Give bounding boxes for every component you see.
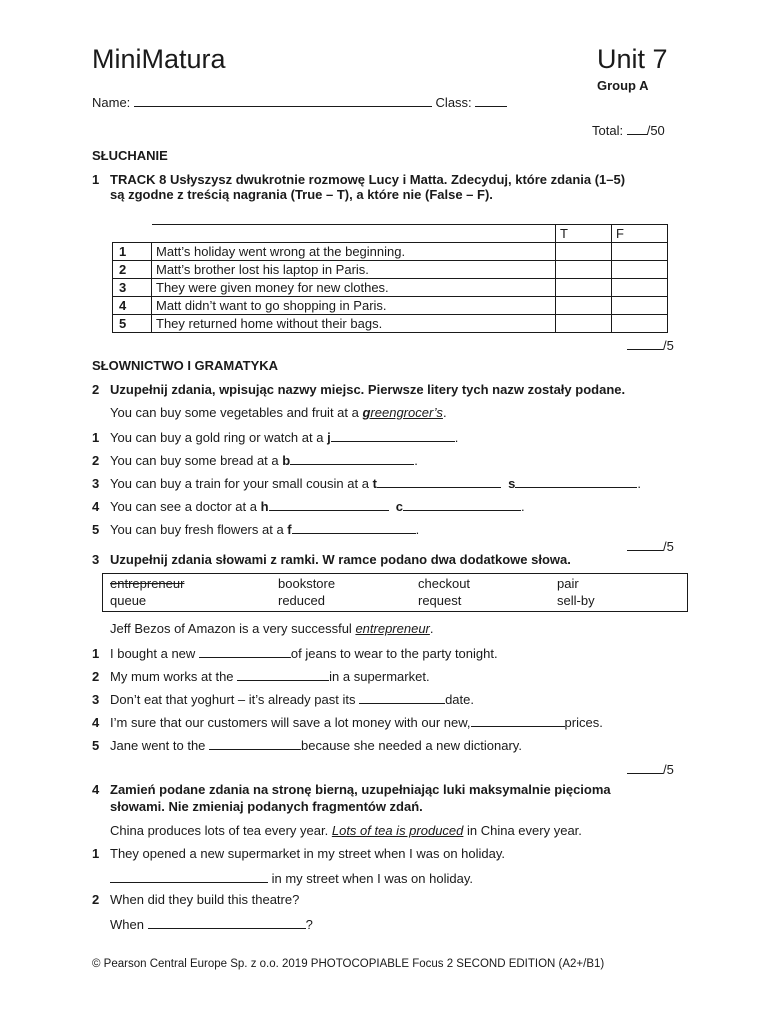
table-row bbox=[113, 261, 668, 279]
footer-copyright: © Pearson Central Europe Sp. z o.o. 2019 PHOTOCOPIABLE Focus 2 SECOND EDITION (A2+/B1) bbox=[92, 958, 605, 970]
vocab-heading: SŁOWNICTWO I GRAMATYKA bbox=[92, 358, 279, 373]
item-number: 5 bbox=[92, 522, 100, 537]
example-text: China produces lots of tea every year. bbox=[110, 823, 332, 838]
ex3-number: 3 bbox=[92, 552, 100, 567]
table-header-row bbox=[113, 225, 668, 243]
answer-cell-false[interactable] bbox=[612, 297, 668, 315]
ex3-item bbox=[92, 736, 522, 753]
example-text: Jeff Bezos of Amazon is a very successful bbox=[110, 621, 356, 636]
answer-blank[interactable] bbox=[290, 451, 414, 465]
class-field[interactable] bbox=[475, 93, 507, 107]
example-answer: entrepreneur bbox=[355, 621, 430, 636]
answer-blank-2[interactable] bbox=[515, 474, 637, 488]
word-box-item: sell-by bbox=[557, 593, 595, 608]
item-text: My mum works at the bbox=[110, 669, 238, 684]
ex4-instruction-line1: Zamień podane zdania na stronę bierną, uzupełniając luki maksymalnie pięcioma bbox=[110, 782, 611, 797]
answer-cell-true[interactable] bbox=[556, 279, 612, 297]
word-box bbox=[102, 573, 688, 612]
answer-blank[interactable] bbox=[269, 497, 389, 511]
item-text-after: of jeans to wear to the party tonight. bbox=[290, 646, 498, 661]
ex2-instruction: Uzupełnij zdania, wpisując nazwy miejsc. Pierwsze litery tych nazw zostały podane. bbox=[110, 382, 626, 397]
ex4-item bbox=[92, 892, 299, 907]
answer-blank[interactable] bbox=[292, 520, 416, 534]
class-label: Class: bbox=[435, 95, 472, 110]
row-statement: They returned home without their bags. bbox=[152, 315, 556, 333]
given-letter: h bbox=[260, 499, 269, 514]
item-text: You can buy a train for your small cousin at a bbox=[110, 476, 373, 491]
ex4-item-answer bbox=[110, 869, 473, 886]
given-letter: b bbox=[282, 453, 291, 468]
ex1-instruction-line2: są zgodne z treścią nagrania (True – T), a które nie (False – F). bbox=[110, 187, 493, 202]
given-letter: j bbox=[327, 430, 331, 445]
row-number: 2 bbox=[113, 261, 152, 279]
item-text: They opened a new supermarket in my street when I was on holiday. bbox=[110, 846, 506, 861]
item-text: You can buy some bread at a bbox=[110, 453, 283, 468]
total-max: /50 bbox=[646, 123, 665, 138]
answer-blank[interactable] bbox=[209, 736, 301, 750]
word-box-item: reduced bbox=[278, 593, 325, 608]
ex2-number: 2 bbox=[92, 382, 100, 397]
row-number: 3 bbox=[113, 279, 152, 297]
item-text-after: prices. bbox=[564, 715, 603, 730]
table-row bbox=[113, 243, 668, 261]
true-false-table bbox=[112, 224, 668, 333]
item-number: 4 bbox=[92, 715, 100, 730]
item-number: 4 bbox=[92, 499, 100, 514]
item-answer-start: When bbox=[110, 917, 148, 932]
ex4-instruction-line2: słowami. Nie zmieniaj podanych fragmentów zdań. bbox=[110, 799, 423, 814]
ex3-item bbox=[92, 644, 498, 661]
ex3-score bbox=[627, 760, 674, 777]
item-text: Jane went to the bbox=[110, 738, 210, 753]
item-text: When did they build this theatre? bbox=[110, 892, 300, 907]
example-end: in China every year. bbox=[463, 823, 582, 838]
item-end: . bbox=[521, 499, 525, 514]
example-text: You can buy some vegetables and fruit at a bbox=[110, 405, 363, 420]
answer-blank[interactable] bbox=[148, 915, 306, 929]
item-number: 3 bbox=[92, 692, 100, 707]
answer-cell-false[interactable] bbox=[612, 279, 668, 297]
answer-blank[interactable] bbox=[237, 667, 329, 681]
word-box-item: request bbox=[418, 593, 462, 608]
col-true-header: T bbox=[556, 225, 612, 243]
ex2-item bbox=[92, 451, 418, 468]
answer-blank-2[interactable] bbox=[403, 497, 521, 511]
word-box-item: bookstore bbox=[278, 576, 336, 591]
ex2-item bbox=[92, 520, 419, 537]
example-first-letter: g bbox=[362, 405, 371, 420]
ex2-item bbox=[92, 428, 458, 445]
ex3-instruction: Uzupełnij zdania słowami z ramki. W ramce podano dwa dodatkowe słowa. bbox=[110, 552, 571, 567]
item-answer-end: in my street when I was on holiday. bbox=[268, 871, 473, 886]
item-number: 1 bbox=[92, 430, 100, 445]
word-box-item: pair bbox=[557, 576, 579, 591]
ex3-score-max: /5 bbox=[663, 762, 674, 777]
row-statement: Matt didn’t want to go shopping in Paris. bbox=[152, 297, 556, 315]
item-end: . bbox=[415, 522, 420, 537]
answer-blank[interactable] bbox=[331, 428, 455, 442]
ex3-item bbox=[92, 690, 474, 707]
row-number: 1 bbox=[113, 243, 152, 261]
item-number: 1 bbox=[92, 646, 100, 661]
ex1-score-field[interactable] bbox=[627, 336, 663, 350]
item-end: . bbox=[414, 453, 418, 468]
row-statement: Matt’s brother lost his laptop in Paris. bbox=[152, 261, 556, 279]
item-number: 3 bbox=[92, 476, 100, 491]
col-false-header: F bbox=[612, 225, 668, 243]
name-field[interactable] bbox=[134, 93, 432, 107]
table-row bbox=[113, 297, 668, 315]
ex4-example bbox=[110, 823, 582, 838]
answer-cell-true[interactable] bbox=[556, 243, 612, 261]
ex2-item bbox=[92, 474, 641, 491]
listening-heading: SŁUCHANIE bbox=[92, 148, 168, 163]
given-letter-2: s bbox=[508, 476, 516, 491]
example-answer: reengrocer’s bbox=[370, 405, 443, 420]
name-label: Name: bbox=[92, 95, 131, 110]
answer-blank[interactable] bbox=[110, 869, 268, 883]
item-text: You can see a doctor at a bbox=[110, 499, 261, 514]
table-row bbox=[113, 279, 668, 297]
ex2-example bbox=[110, 405, 447, 420]
ex2-score-field[interactable] bbox=[627, 537, 663, 551]
total-row bbox=[592, 121, 665, 138]
table-row bbox=[113, 315, 668, 333]
example-answer: Lots of tea is produced bbox=[331, 823, 464, 838]
ex4-item bbox=[92, 846, 505, 861]
ex4-number: 4 bbox=[92, 782, 100, 797]
item-number: 2 bbox=[92, 892, 100, 907]
item-end: . bbox=[637, 476, 641, 491]
item-text: Don’t eat that yoghurt – it’s already past its bbox=[110, 692, 360, 707]
item-number: 2 bbox=[92, 669, 100, 684]
ex1-instruction-line1: TRACK 8 Usłyszysz dwukrotnie rozmowę Lucy i Matta. Zdecyduj, które zdania (1–5) bbox=[110, 172, 626, 187]
item-text-after: in a supermarket. bbox=[329, 669, 430, 684]
word-box-item: entrepreneur bbox=[110, 576, 185, 591]
ex1-score-max: /5 bbox=[663, 338, 674, 353]
given-letter-2: c bbox=[395, 499, 403, 514]
answer-blank[interactable] bbox=[199, 644, 291, 658]
ex1-number: 1 bbox=[92, 172, 100, 187]
row-statement: They were given money for new clothes. bbox=[152, 279, 556, 297]
item-answer-end: ? bbox=[305, 917, 313, 932]
ex2-item bbox=[92, 497, 525, 514]
total-field[interactable] bbox=[627, 121, 647, 135]
answer-cell-true[interactable] bbox=[556, 315, 612, 333]
item-text: You can buy a gold ring or watch at a bbox=[110, 430, 328, 445]
name-row bbox=[92, 93, 507, 110]
row-number: 5 bbox=[113, 315, 152, 333]
ex3-example bbox=[110, 621, 434, 636]
item-number: 1 bbox=[92, 846, 100, 861]
word-box-item: checkout bbox=[418, 576, 471, 591]
answer-cell-false[interactable] bbox=[612, 243, 668, 261]
ex3-item bbox=[92, 667, 430, 684]
row-number: 4 bbox=[113, 297, 152, 315]
answer-blank[interactable] bbox=[471, 713, 565, 727]
answer-blank[interactable] bbox=[377, 474, 501, 488]
total-label: Total: bbox=[592, 123, 624, 138]
item-number: 2 bbox=[92, 453, 100, 468]
answer-cell-false[interactable] bbox=[612, 261, 668, 279]
unit-label: Unit 7 bbox=[597, 44, 668, 74]
item-text: I bought a new bbox=[110, 646, 199, 661]
answer-cell-false[interactable] bbox=[612, 315, 668, 333]
example-end: . bbox=[442, 405, 447, 420]
item-number: 5 bbox=[92, 738, 100, 753]
word-box-item: queue bbox=[110, 593, 147, 608]
row-statement: Matt’s holiday went wrong at the beginning. bbox=[152, 243, 556, 261]
ex3-item bbox=[92, 713, 603, 730]
ex4-item-answer bbox=[110, 915, 313, 932]
answer-blank[interactable] bbox=[359, 690, 445, 704]
answer-cell-true[interactable] bbox=[556, 297, 612, 315]
ex1-score bbox=[627, 336, 674, 353]
item-end: . bbox=[454, 430, 459, 445]
example-end: . bbox=[429, 621, 434, 636]
item-text-after: date. bbox=[445, 692, 474, 707]
worksheet-title: MiniMatura bbox=[92, 44, 226, 74]
item-text: I’m sure that our customers will save a lot money with our new, bbox=[110, 715, 471, 730]
answer-cell-true[interactable] bbox=[556, 261, 612, 279]
item-text: You can buy fresh flowers at a bbox=[110, 522, 288, 537]
ex3-score-field[interactable] bbox=[627, 760, 663, 774]
item-text-after: because she needed a new dictionary. bbox=[301, 738, 522, 753]
ex2-score bbox=[627, 537, 674, 554]
group-label: Group A bbox=[597, 78, 649, 93]
ex2-score-max: /5 bbox=[663, 539, 674, 554]
given-letter: f bbox=[287, 522, 292, 537]
given-letter: t bbox=[372, 476, 377, 491]
